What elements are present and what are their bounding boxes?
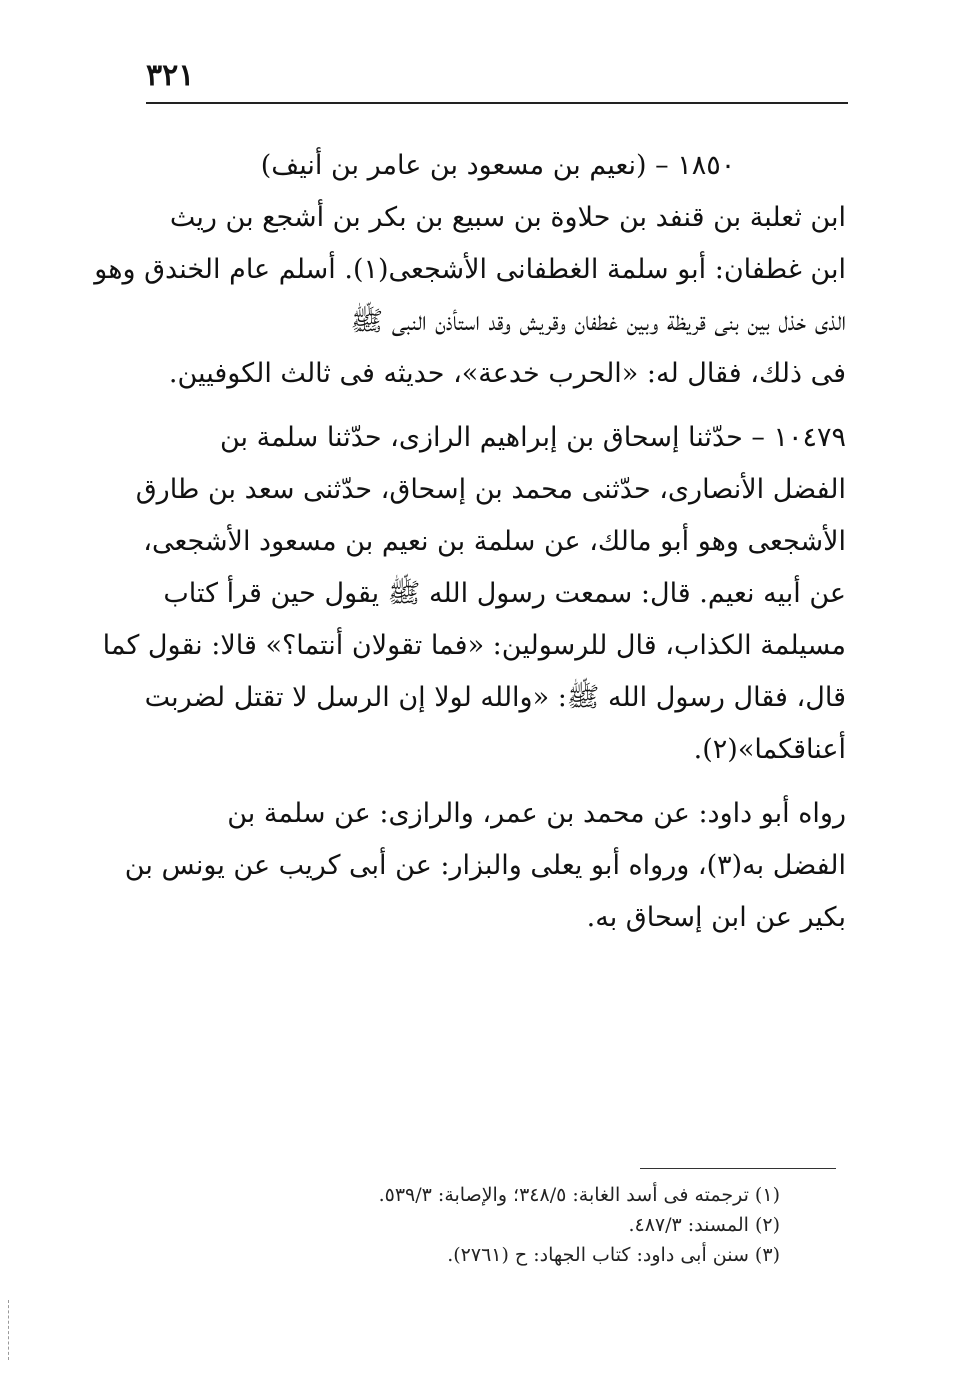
text-line: ابن غطفان: أبو سلمة الغطفانى الأشجعى(١). أسلم عام الخندق وهو (94, 254, 846, 285)
scan-margin-mark (8, 1300, 10, 1360)
header-rule (146, 102, 848, 104)
footnotes (300, 1180, 780, 1270)
text-line: الفضل الأنصارى، حدّثنى محمد بن إسحاق، حدّثنى سعد بن طارق (135, 474, 846, 505)
text-line: فى ذلك، فقال له: «الحرب خدعة»، حديثه فى ثالث الكوفيين. (168, 358, 846, 389)
footnote-3: (٣) سنن أبى داود: كتاب الجهاد: ح (٢٧٦١). (447, 1244, 780, 1266)
footnote-rule (640, 1168, 836, 1169)
text-line: الذى خذل بين بنى قريظة وبين غطفان وقريش وقد استأذن النبى ﷺ (350, 306, 846, 337)
text-line: ابن ثعلبة بن قنفد بن حلاوة بن سبيع بن بكر بن أشجع بن ريث (169, 202, 846, 233)
footnote-1: (١) ترجمته فى أسد الغابة: ٣٤٨/٥؛ والإصابة: ٥٣٩/٣. (378, 1184, 780, 1206)
text-line: الأشجعى وهو أبو مالك، عن سلمة بن نعيم بن مسعود الأشجعى، (143, 526, 846, 557)
text-line: أعناقكما»(٢). (693, 734, 846, 765)
footnote-2: (٢) المسند: ٤٨٧/٣. (628, 1214, 780, 1236)
text-line: بكير عن ابن إسحاق به. (586, 902, 846, 933)
text-line: عن أبيه نعيم. قال: سمعت رسول الله ﷺ يقول حين قرأ كتاب (163, 578, 846, 609)
page-number: ٣٢١ (146, 58, 195, 93)
text-line: مسيلمة الكذاب، قال للرسولين: «فما تقولان أنتما؟» قالا: نقول كما (102, 630, 846, 661)
main-text (94, 140, 846, 944)
bio-paragraph (94, 192, 846, 400)
text-line: الفضل به(٣)، ورواه أبو يعلى والبزار: عن أبى كريب عن يونس بن (124, 850, 846, 881)
narration-paragraph (124, 788, 846, 944)
text-line: ١٠٤٧٩ – حدّثنا إسحاق بن إبراهيم الرازى، حدّثنا سلمة بن (219, 422, 846, 453)
hadith-paragraph (102, 412, 846, 776)
text-line: رواه أبو داود: عن محمد بن عمر، والرازى: عن سلمة بن (227, 798, 846, 829)
text-line: قال، فقال رسول الله ﷺ: «والله لولا إن الرسل لا تقتل لضربت (144, 682, 846, 713)
entry-title: ١٨٥٠ – (نعيم بن مسعود بن عامر بن أنيف) (260, 150, 736, 181)
